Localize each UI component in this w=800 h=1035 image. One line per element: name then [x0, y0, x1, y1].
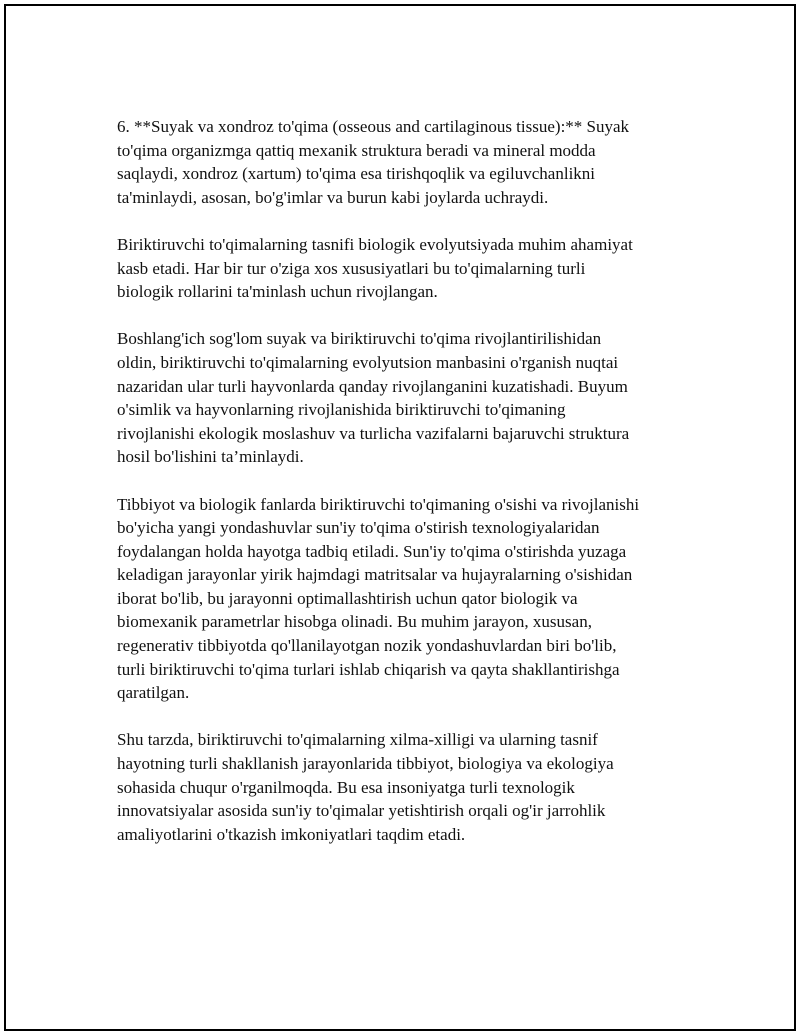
text-line: nazaridan ular turli hayvonlarda qanday rivojlanganini kuzatishadi. Buyum [117, 376, 628, 396]
text-line: 6. **Suyak va xondroz to'qima (osseous and cartilaginous tissue):** Suyak [117, 117, 630, 136]
text-line: ta'minlaydi, asosan, bo'g'imlar va burun kabi joylarda uchraydi. [117, 187, 549, 207]
paragraph-osseous-tissue [117, 115, 697, 209]
text-line: amaliyotlarini o'tkazish imkoniyatlari taqdim etadi. [117, 824, 466, 844]
paragraph-medicine [117, 493, 697, 705]
text-line: Tibbiyot va biologik fanlarda biriktiruvchi to'qimaning o'sishi va rivojlanishi [117, 494, 640, 514]
text-line: turli biriktiruvchi to'qima turlari ishlab chiqarish va qayta shakllantirishga [117, 659, 620, 679]
text-line: innovatsiyalar asosida sun'iy to'qimalar yetishtirish orqali og'ir jarrohlik [117, 801, 606, 821]
paragraph-conclusion [117, 728, 697, 846]
text-line: iborat bo'lib, bu jarayonni optimallashtirish uchun qator biologik va [117, 588, 578, 608]
text-line: Biriktiruvchi to'qimalarning tasnifi biologik evolyutsiyada muhim ahamiyat [117, 234, 633, 254]
text-line: regenerativ tibbiyotda qo'llanilayotgan nozik yondashuvlardan biri bo'lib, [117, 636, 617, 656]
text-line: o'simlik va hayvonlarning rivojlanishida biriktiruvchi to'qimaning [117, 400, 566, 420]
text-line: keladigan jarayonlar yirik hajmdagi matritsalar va hujayralarning o'sishidan [117, 565, 633, 585]
paragraph-classification [117, 233, 697, 304]
paragraph-evolution [117, 327, 697, 469]
text-line: biologik rollarini ta'minlash uchun rivojlangan. [117, 282, 438, 302]
document-body [117, 115, 697, 870]
text-line: saqlaydi, xondroz (xartum) to'qima esa tirishqoqlik va egiluvchanlikni [117, 164, 596, 184]
text-line: qaratilgan. [117, 683, 190, 703]
text-line: oldin, biriktiruvchi to'qimalarning evolyutsion manbasini o'rganish nuqtai [117, 352, 619, 372]
text-line: hosil bo'lishini ta’minlaydi. [117, 447, 304, 467]
text-line: hayotning turli shakllanish jarayonlarida tibbiyot, biologiya va ekologiya [117, 754, 614, 774]
text-line: sohasida chuqur o'rganilmoqda. Bu esa insoniyatga turli texnologik [117, 777, 575, 797]
text-line: Boshlang'ich sog'lom suyak va biriktiruvchi to'qima rivojlantirilishidan [117, 329, 602, 349]
text-line: rivojlanishi ekologik moslashuv va turlicha vazifalarni bajaruvchi struktura [117, 423, 630, 443]
text-line: foydalangan holda hayotga tadbiq etiladi. Sun'iy to'qima o'stirishda yuzaga [117, 541, 627, 561]
text-line: biomexanik parametrlar hisobga olinadi. Bu muhim jarayon, xususan, [117, 612, 592, 632]
text-line: Shu tarzda, biriktiruvchi to'qimalarning xilma-xilligi va ularning tasnif [117, 730, 598, 750]
text-line: bo'yicha yangi yondashuvlar sun'iy to'qima o'stirish texnologiyalaridan [117, 518, 600, 538]
text-line: kasb etadi. Har bir tur o'ziga xos xususiyatlari bu to'qimalarning turli [117, 258, 586, 278]
text-line: to'qima organizmga qattiq mexanik struktura beradi va mineral modda [117, 140, 596, 160]
